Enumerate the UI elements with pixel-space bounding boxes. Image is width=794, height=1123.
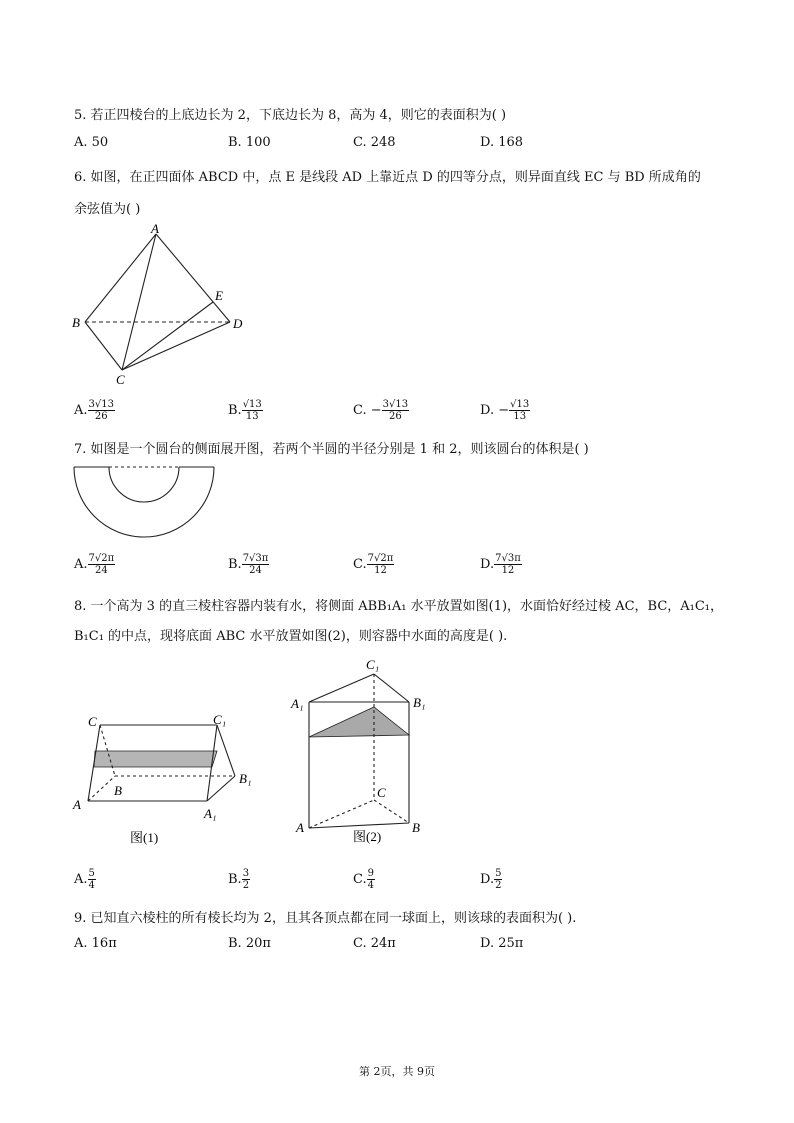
q9-option-b: B. 20π <box>228 936 271 951</box>
page-footer: 第 2页，共 9页 <box>359 1065 435 1078</box>
fig1-label-B1: B₁ <box>239 771 252 786</box>
label-B: B <box>72 315 80 330</box>
fig1-label-C: C <box>88 714 97 729</box>
q6-option-a: A. $\frac{3√13}{26}$ <box>74 399 114 422</box>
label-E: E <box>215 288 223 303</box>
q7-option-b: B. $\frac{7√3\pi}{24}$ <box>228 553 269 576</box>
fig2-label-A: A <box>296 820 304 835</box>
label-C: C <box>116 372 125 387</box>
fig1-label-C1: C₁ <box>213 712 227 727</box>
q8-option-b: B. $\frac{3}{2}$ <box>228 868 250 891</box>
q6-stem-line2: 余弦值为( ) <box>74 202 141 217</box>
q6-stem-line1: 6. 如图，在正四面体 ABCD 中，点 E 是线段 AD 上靠近点 D 的四等分点，则异面直线 EC 与 BD 所成角的 <box>74 170 701 185</box>
fig1-caption: 图(1) <box>130 830 159 845</box>
q8-stem-line1: 8. 一个高为 3 的直三棱柱容器内装有水，将侧面 ABB₁A₁ 水平放置如图(1)，水面恰好经过棱 AC，BC，A₁C₁， <box>74 599 724 614</box>
fig2-label-C: C <box>377 785 386 800</box>
q7-option-a: A. $\frac{7√2\pi}{24}$ <box>74 553 115 576</box>
label-A: A <box>151 222 159 236</box>
q5-option-a: A. 50 <box>74 135 109 150</box>
q9-option-a: A. 16π <box>74 936 117 951</box>
q7-stem: 7. 如图是一个圆台的侧面展开图，若两个半圆的半径分别是 1 和 2，则该圆台的体积是( ) <box>74 442 589 457</box>
q6-option-d: D. − $\frac{√13}{13}$ <box>480 399 530 422</box>
q9-option-d: D. 25π <box>480 936 524 951</box>
fig1-label-A: A <box>73 797 81 812</box>
q5-option-b: B. 100 <box>228 135 271 150</box>
prism-figure-1 <box>70 708 265 848</box>
q5-option-d: D. 168 <box>480 135 524 150</box>
q9-stem: 9. 已知直六棱柱的所有棱长均为 2，且其各顶点都在同一球面上，则该球的表面积为( ). <box>74 911 577 926</box>
fig2-label-A1: A₁ <box>291 696 304 711</box>
q7-option-c: C. $\frac{7√2\pi}{12}$ <box>353 553 394 576</box>
fig2-label-B: B <box>412 820 420 835</box>
fig2-label-B1: B₁ <box>413 695 426 710</box>
label-D: D <box>233 316 243 331</box>
q7-option-d: D. $\frac{7√3\pi}{12}$ <box>480 553 521 576</box>
frustum-unfolding-figure <box>70 462 220 542</box>
fig1-label-A1: A₁ <box>204 806 217 821</box>
fig2-caption: 图(2) <box>353 829 382 844</box>
fig2-label-C1: C₁ <box>366 657 380 672</box>
q5-stem: 5. 若正四棱台的上底边长为 2，下底边长为 8，高为 4，则它的表面积为( ) <box>74 108 507 123</box>
q6-option-b: B. $\frac{√13}{13}$ <box>228 399 262 422</box>
prism-figure-2 <box>290 655 435 850</box>
q6-option-c: C. − $\frac{3√13}{26}$ <box>353 399 409 422</box>
q9-option-c: C. 24π <box>353 936 396 951</box>
q8-option-a: A. $\frac{5}{4}$ <box>74 868 95 891</box>
q8-stem-line2: B₁C₁ 的中点，现将底面 ABC 水平放置如图(2)，则容器中水面的高度是( ). <box>74 629 508 644</box>
q8-option-d: D. $\frac{5}{2}$ <box>480 868 502 891</box>
q5-option-c: C. 248 <box>353 135 396 150</box>
q8-option-c: C. $\frac{9}{4}$ <box>353 868 374 891</box>
tetrahedron-figure <box>70 222 255 392</box>
fig1-label-B: B <box>114 783 122 798</box>
